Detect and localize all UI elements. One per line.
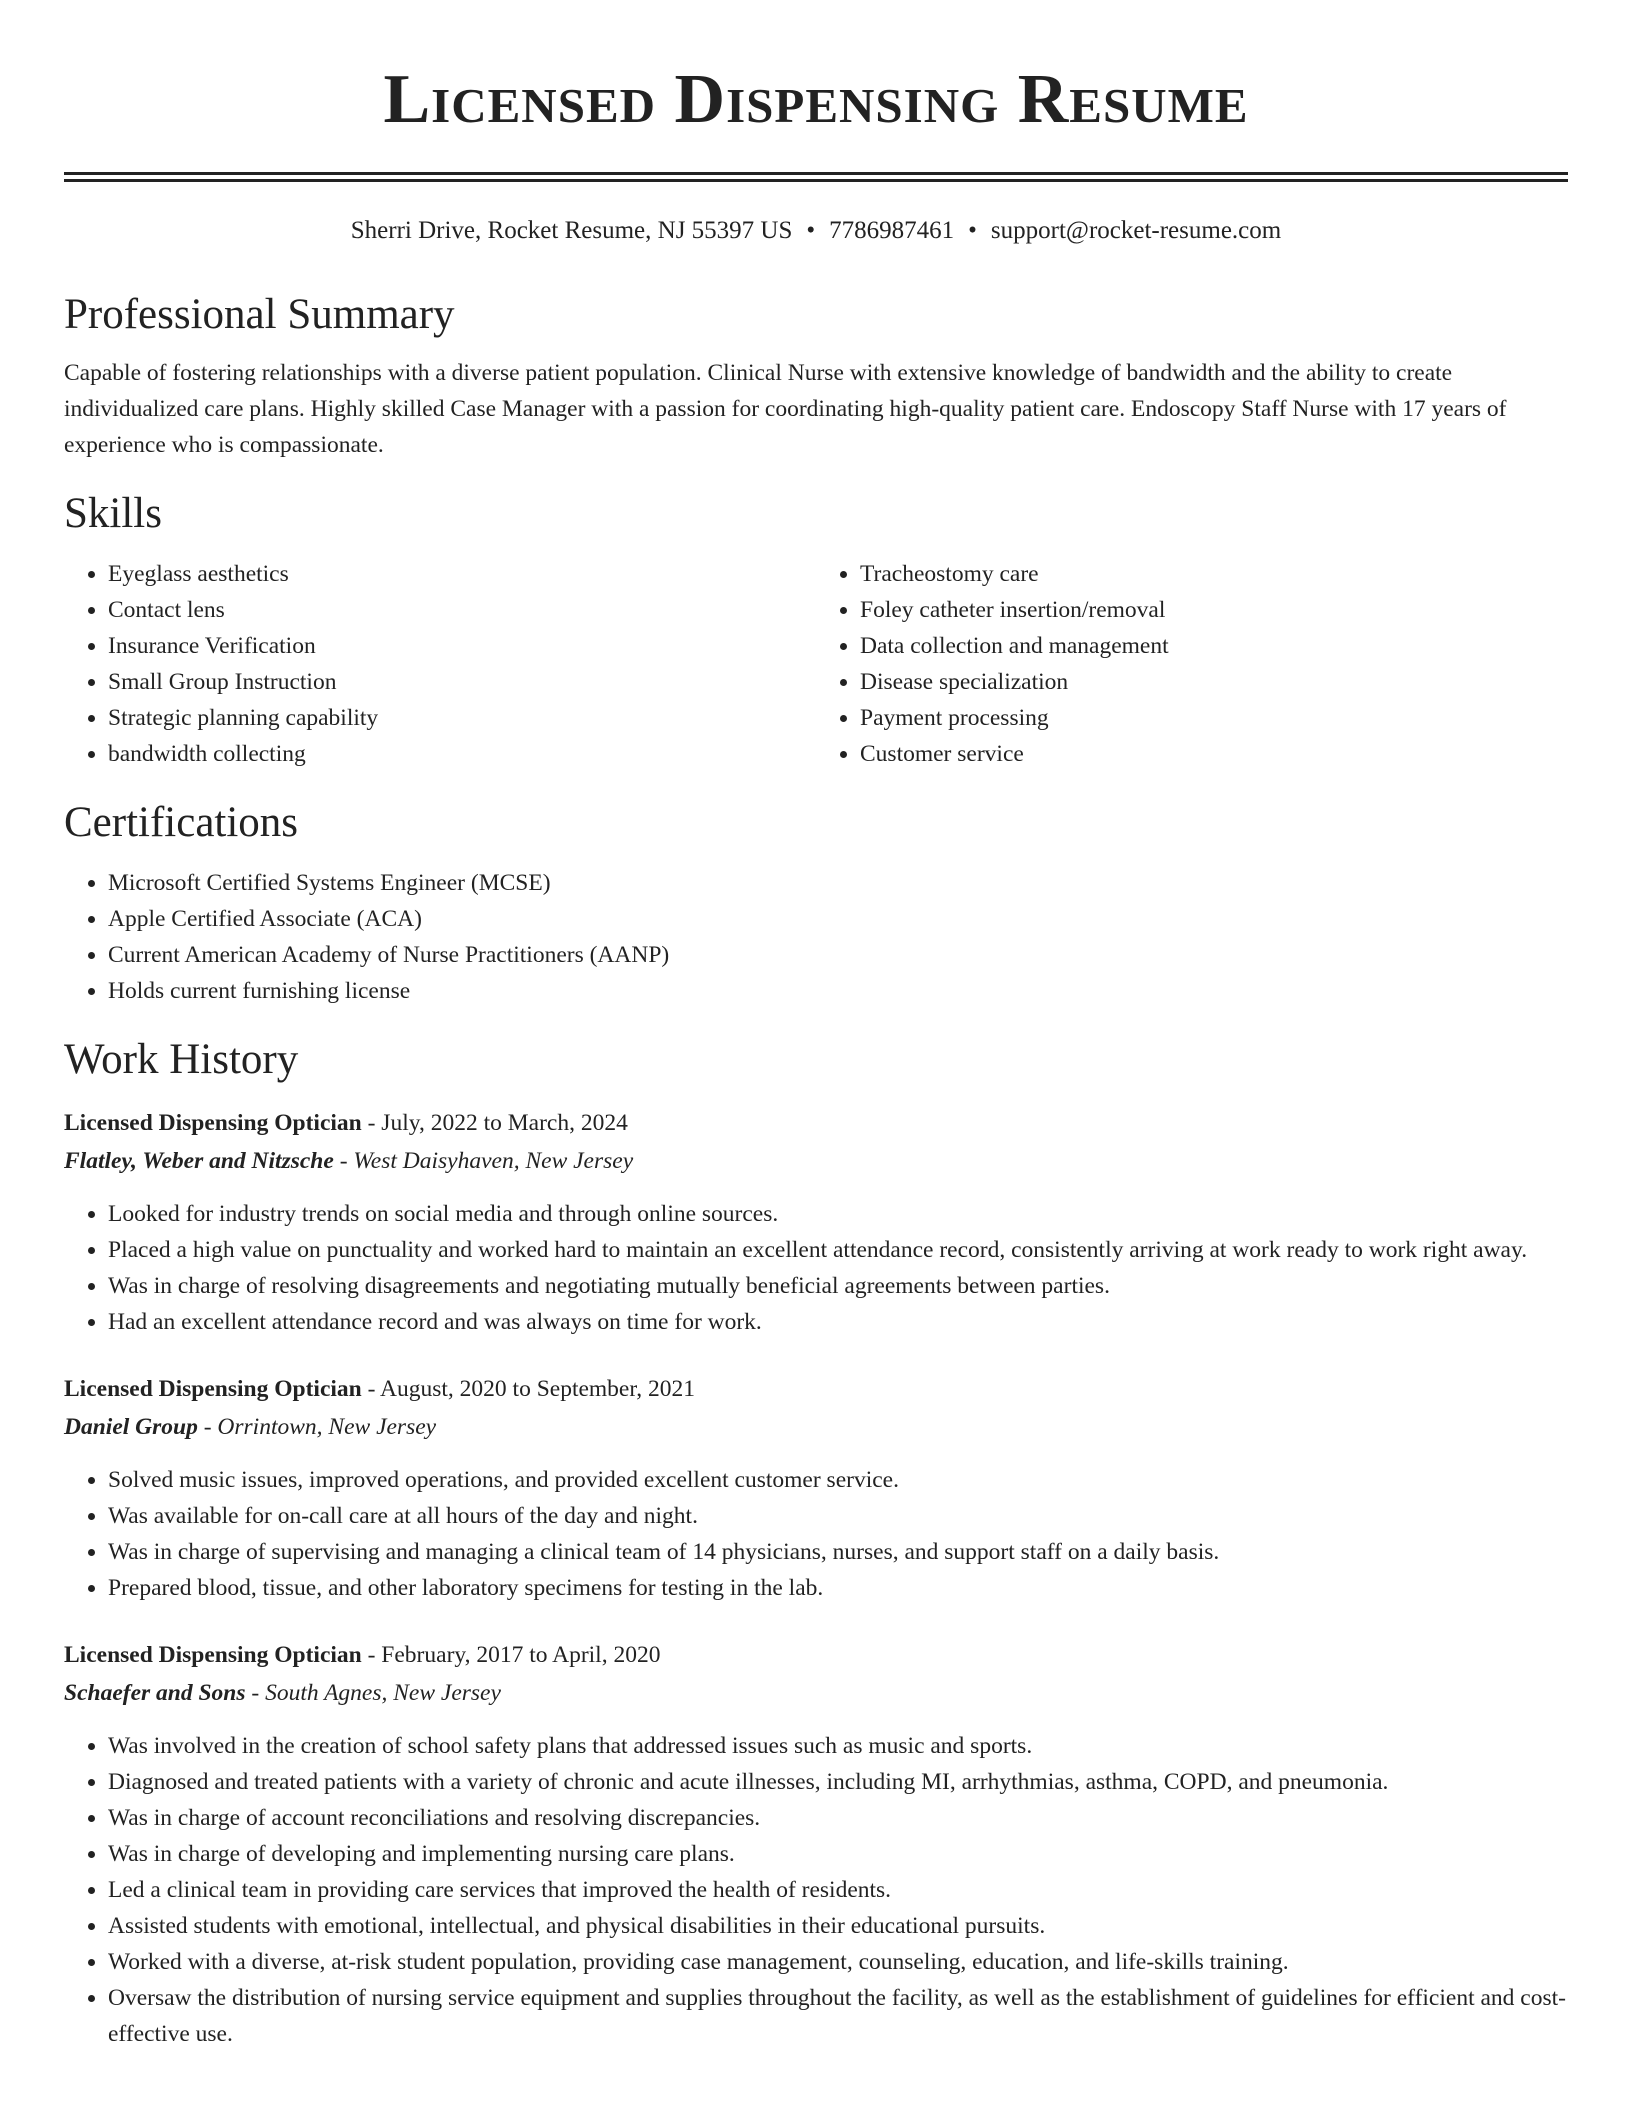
skills-columns [64, 556, 1568, 772]
skill-item: • Small Group Instruction [108, 664, 816, 700]
job-title: Licensed Dispensing Optician [64, 1642, 362, 1668]
job-company: Daniel Group [64, 1414, 198, 1440]
job-bullet: • Solved music issues, improved operations, and provided excellent customer service. [108, 1462, 1568, 1498]
title-double-rule [64, 172, 1568, 182]
skills-heading: Skills [64, 490, 162, 537]
resume-title: Licensed Dispensing Resume [383, 61, 1249, 138]
job-bullet: • Was available for on-call care at all hours of the day and night. [108, 1498, 1568, 1534]
contact-email: support@rocket-resume.com [990, 217, 1282, 244]
job-bullets [64, 1462, 1568, 1606]
job-bullet: • Was in charge of developing and implementing nursing care plans. [108, 1836, 1568, 1872]
job-bullet: • Placed a high value on punctuality and worked hard to maintain an excellent attendance record, consistently arriving at work ready to work right away. [108, 1232, 1568, 1268]
job-title-line [64, 1370, 1568, 1408]
job-bullet: • Had an excellent attendance record and was always on time for work. [108, 1304, 1568, 1340]
certifications-heading: Certifications [64, 799, 299, 846]
job-bullet: • Led a clinical team in providing care services that improved the health of residents. [108, 1872, 1568, 1908]
job-entry [64, 1370, 1568, 1606]
job-company-line [64, 1674, 1568, 1712]
summary-heading: Professional Summary [64, 291, 455, 338]
certification-item: • Current American Academy of Nurse Practitioners (AANP) [108, 937, 1568, 973]
certification-item: • Apple Certified Associate (ACA) [108, 901, 1568, 937]
skill-item: • Disease specialization [860, 664, 1568, 700]
skill-item: • Data collection and management [860, 628, 1568, 664]
contact-address: Sherri Drive, Rocket Resume, NJ 55397 US [350, 217, 793, 244]
job-company-line [64, 1142, 1568, 1180]
skill-item: • Payment processing [860, 700, 1568, 736]
certification-item: • Holds current furnishing license [108, 973, 1568, 1009]
job-bullet: • Was involved in the creation of school safety plans that addressed issues such as music and sports. [108, 1728, 1568, 1764]
job-bullet: • Was in charge of resolving disagreements and negotiating mutually beneficial agreements between parties. [108, 1268, 1568, 1304]
skill-item: • Foley catheter insertion/removal [860, 592, 1568, 628]
job-bullet: • Diagnosed and treated patients with a variety of chronic and acute illnesses, including MI, arrhythmias, asthma, COPD, and pneumonia. [108, 1764, 1568, 1800]
job-title-line [64, 1636, 1568, 1674]
job-entry [64, 1636, 1568, 2052]
skill-item: • Strategic planning capability [108, 700, 816, 736]
summary-text: Capable of fostering relationships with a diverse patient population. Clinical Nurse with extensive knowledge of bandwidth and the ability to create individualized care plans. Highly skilled Case Manager with a passion for coordinating high-quality patient care. Endoscopy Staff Nurse with 17 years of experience who is compassionate. [64, 360, 1507, 458]
skills-list-left [64, 556, 816, 772]
job-entry [64, 1104, 1568, 1340]
contact-separator: • [968, 217, 977, 244]
job-location: - West Daisyhaven, New Jersey [339, 1148, 634, 1174]
job-company: Schaefer and Sons [64, 1680, 246, 1706]
job-bullet: • Looked for industry trends on social media and through online sources. [108, 1196, 1568, 1232]
skill-item: • Insurance Verification [108, 628, 816, 664]
skills-list-right [816, 556, 1568, 772]
job-dates: - July, 2022 to March, 2024 [367, 1110, 628, 1136]
job-title-line [64, 1104, 1568, 1142]
contact-separator: • [806, 217, 816, 244]
job-bullet: • Prepared blood, tissue, and other laboratory specimens for testing in the lab. [108, 1570, 1568, 1606]
job-dates: - August, 2020 to September, 2021 [367, 1376, 695, 1402]
job-location: - South Agnes, New Jersey [251, 1680, 501, 1706]
contact-phone: 7786987461 [829, 217, 955, 244]
job-bullets [64, 1196, 1568, 1340]
job-bullet: • Was in charge of account reconciliations and resolving discrepancies. [108, 1800, 1568, 1836]
work-history-heading: Work History [64, 1036, 299, 1083]
job-title: Licensed Dispensing Optician [64, 1110, 362, 1136]
job-company-line [64, 1408, 1568, 1446]
skill-item: • Eyeglass aesthetics [108, 556, 816, 592]
contact-line [64, 216, 1568, 246]
job-bullet: • Worked with a diverse, at-risk student population, providing case management, counseling, education, and life-skills training. [108, 1944, 1568, 1980]
job-dates: - February, 2017 to April, 2020 [367, 1642, 661, 1668]
job-title: Licensed Dispensing Optician [64, 1376, 362, 1402]
job-company: Flatley, Weber and Nitzsche [64, 1148, 334, 1174]
job-bullet: • Was in charge of supervising and managing a clinical team of 14 physicians, nurses, and support staff on a daily basis. [108, 1534, 1568, 1570]
job-bullets [64, 1728, 1568, 2052]
job-bullet: • Assisted students with emotional, intellectual, and physical disabilities in their educational pursuits. [108, 1908, 1568, 1944]
job-bullet: • Oversaw the distribution of nursing service equipment and supplies throughout the facility, as well as the establishment of guidelines for efficient and cost-effective use. [108, 1980, 1568, 2052]
skill-item: • Contact lens [108, 592, 816, 628]
skill-item: • Tracheostomy care [860, 556, 1568, 592]
skill-item: • bandwidth collecting [108, 736, 816, 772]
skill-item: • Customer service [860, 736, 1568, 772]
certifications-list [64, 865, 1568, 1009]
job-location: - Orrintown, New Jersey [203, 1414, 437, 1440]
certification-item: • Microsoft Certified Systems Engineer (MCSE) [108, 865, 1568, 901]
